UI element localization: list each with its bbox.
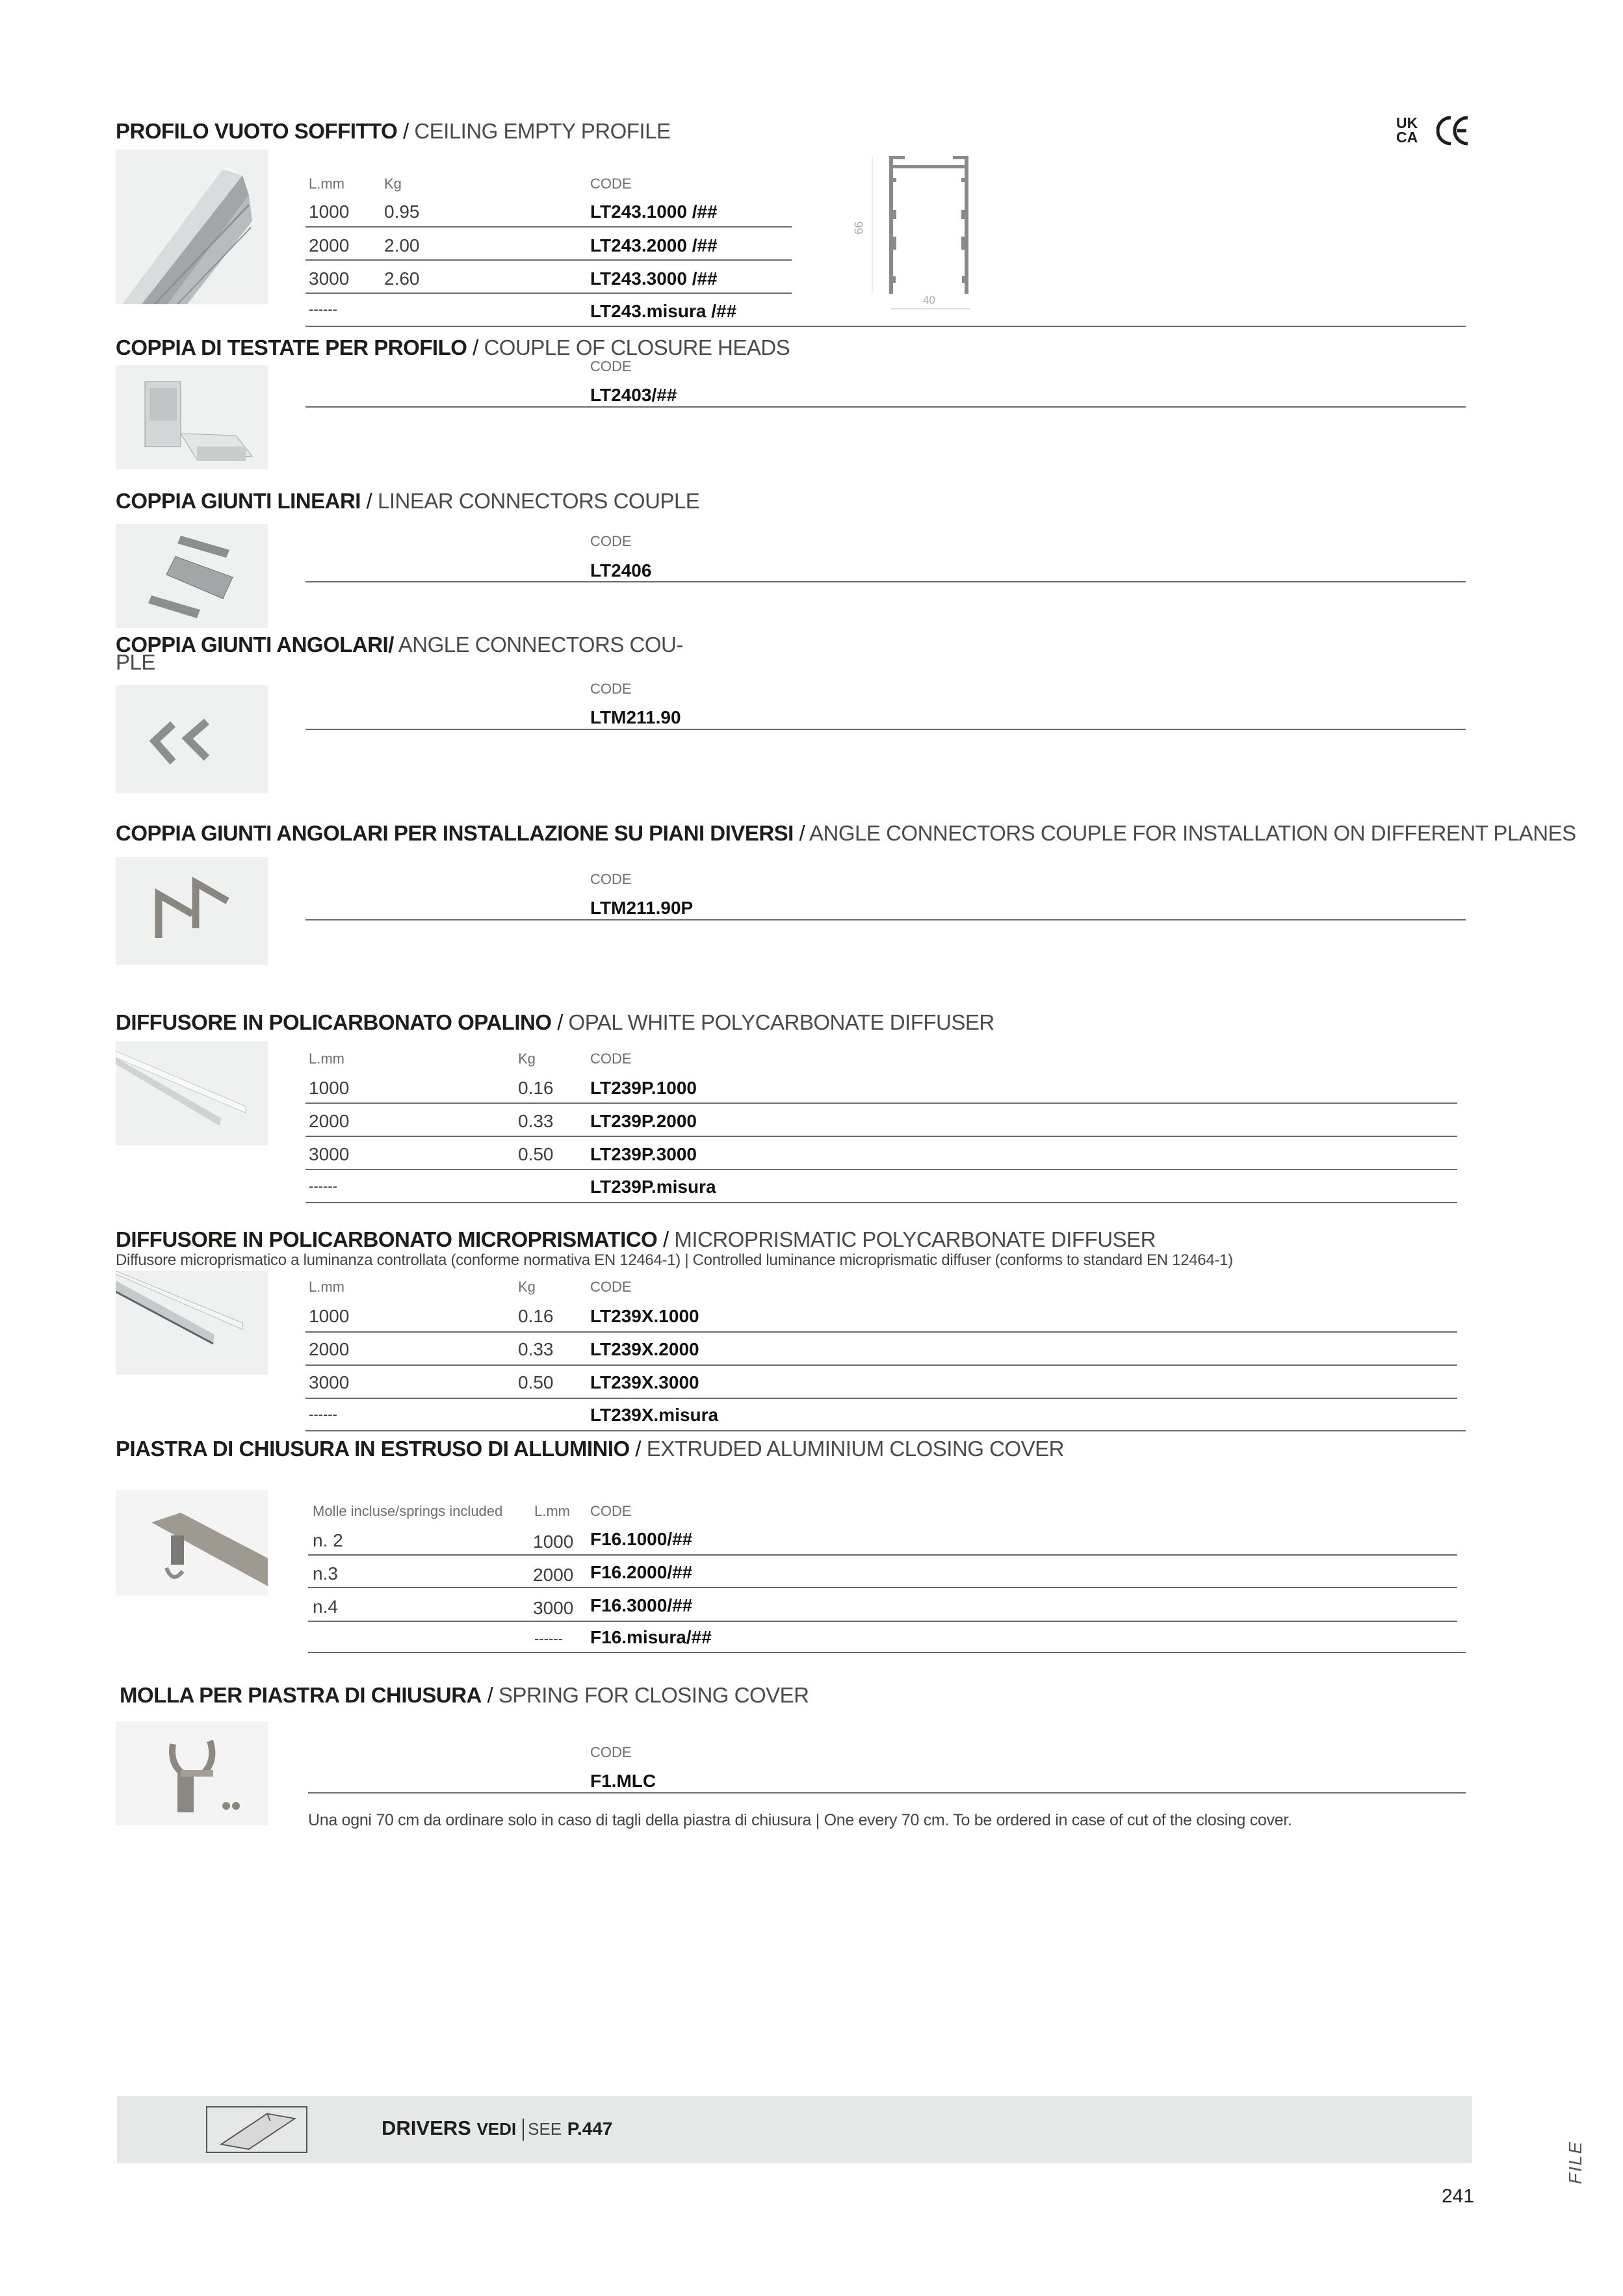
row-divider [305,226,792,228]
col-header-springs: Molle incluse/springs included [313,1503,503,1519]
row-divider [308,1554,1457,1556]
product-code[interactable]: LT239P.2000 [590,1111,697,1131]
col-header-length: L.mm [309,1050,344,1067]
length-cell: ------ [534,1630,563,1647]
section-title-closure-heads: COPPIA DI TESTATE PER PROFILO / COUPLE OF CLOSURE HEADS [116,335,790,359]
section-title-ceiling-profile: PROFILO VUOTO SOFFITTO / CEILING EMPTY PROFILE [116,119,671,143]
page-number: 241 [1442,2185,1475,2207]
row-divider [305,1398,1457,1399]
section-title-spring: MOLLA PER PIASTRA DI CHIUSURA / SPRING FOR CLOSING COVER [120,1683,809,1707]
length-cell: 2000 [309,1111,350,1131]
section-subtitle: Diffusore microprismatico a luminanza controllata (conforme normativa EN 12464-1) | Controlled luminance microprismatic diffuser (conforms to standard EN 12464-1) [116,1251,1233,1269]
weight-cell: 0.50 [518,1144,554,1164]
drivers-reference[interactable] [382,2117,612,2141]
product-image-closure-heads [116,365,268,469]
product-code[interactable]: LTM211.90 [590,707,681,727]
side-tab-label: FILE [1565,2140,1585,2184]
section-title-angle-connectors-planes: COPPIA GIUNTI ANGOLARI PER INSTALLAZIONE SU PIANI DIVERSI / ANGLE CONNECTORS COUPLE FOR INSTALLATION ON DIFFERENT PLANES [116,821,1576,845]
col-header-code: CODE [590,1744,632,1760]
col-header-code: CODE [590,681,632,697]
profile-cross-section-drawing [851,150,981,312]
col-header-weight: Kg [518,1050,536,1067]
product-image-angle-connectors-planes [116,857,268,965]
product-code[interactable]: LT243.3000 /## [590,268,718,289]
section-divider [305,326,1466,327]
col-header-code: CODE [590,1279,632,1295]
ukca-bottom: CA [1396,129,1418,146]
product-code[interactable]: LT239P.1000 [590,1078,697,1098]
row-divider [308,1587,1457,1588]
product-code[interactable]: LT239X.2000 [590,1339,699,1359]
weight-cell: 0.50 [518,1372,554,1392]
product-code[interactable]: LT243.2000 /## [590,235,718,255]
product-code[interactable]: LT239X.1000 [590,1306,699,1326]
weight-cell: 0.33 [518,1339,554,1359]
dimension-height-label: 66 [852,221,866,235]
row-divider [305,259,792,261]
product-code[interactable]: LT243.1000 /## [590,202,718,222]
length-cell: 1000 [309,202,350,222]
length-cell: 1000 [309,1306,350,1326]
col-header-code: CODE [590,358,632,374]
product-code[interactable]: F16.misura/## [590,1627,712,1647]
spring-order-note: Una ogni 70 cm da ordinare solo in caso di tagli della piastra di chiusura | One every 70 cm. To be ordered in case of cut of the closing cover. [308,1811,1292,1829]
row-divider [308,1621,1457,1622]
section-divider [308,1792,1466,1794]
row-divider [305,1169,1457,1170]
col-header-code: CODE [590,1503,632,1519]
product-code[interactable]: F1.MLC [590,1771,656,1791]
length-cell: 2000 [533,1565,574,1585]
col-header-code: CODE [590,533,632,549]
product-code[interactable]: LT239X.misura [590,1405,719,1425]
separator-bar [523,2119,524,2141]
drivers-label: DRIVERS [382,2117,471,2139]
product-image-ceiling-profile [116,150,268,304]
section-title-closing-cover: PIASTRA DI CHIUSURA IN ESTRUSO DI ALLUMINIO / EXTRUDED ALUMINIUM CLOSING COVER [116,1437,1064,1461]
length-cell: 2000 [309,235,350,255]
drivers-page-link[interactable]: P.447 [567,2119,613,2139]
section-title-opal-diffuser: DIFFUSORE IN POLICARBONATO OPALINO / OPAL WHITE POLYCARBONATE DIFFUSER [116,1010,994,1034]
springs-cell: n.4 [313,1597,338,1617]
length-cell: ------ [309,1406,337,1422]
product-code[interactable]: LT243.misura /## [590,301,737,321]
product-code[interactable]: F16.2000/## [590,1562,693,1582]
product-image-microprismatic-diffuser [116,1271,268,1375]
product-image-angle-connectors [116,685,268,793]
col-header-code: CODE [590,176,632,192]
row-divider [305,1364,1457,1366]
col-header-weight: Kg [384,176,402,192]
weight-cell: 0.33 [518,1111,554,1131]
length-cell: 3000 [309,268,350,289]
col-header-weight: Kg [518,1279,536,1295]
ce-mark-icon [1436,116,1470,146]
product-image-spring [116,1721,268,1825]
drivers-banner[interactable] [117,2096,1472,2163]
row-divider [305,1202,1457,1203]
section-title-angle-connectors: COPPIA GIUNTI ANGOLARI/ ANGLE CONNECTORS COU- [116,633,683,657]
length-cell: 2000 [309,1339,350,1359]
row-divider [305,1136,1457,1137]
weight-cell: 2.60 [384,268,420,289]
section-divider [305,406,1466,408]
length-cell: 1000 [309,1078,350,1098]
col-header-length: L.mm [309,1279,344,1295]
product-image-closing-cover [116,1490,268,1595]
product-code[interactable]: LTM211.90P [590,898,694,918]
length-cell: 3000 [309,1372,350,1392]
springs-cell: n. 2 [313,1530,343,1550]
row-divider [305,1331,1457,1333]
section-title-angle-connectors-cont: PLE [116,650,155,674]
col-header-code: CODE [590,1050,632,1067]
product-code[interactable]: F16.3000/## [590,1595,693,1615]
length-cell: 3000 [309,1144,350,1164]
product-code[interactable]: LT239P.3000 [590,1144,697,1164]
product-code[interactable]: LT239X.3000 [590,1372,699,1392]
row-divider [305,293,792,294]
product-code[interactable]: LT2406 [590,560,652,581]
length-cell: ------ [309,1178,337,1194]
product-image-linear-connectors [116,524,268,628]
weight-cell: 2.00 [384,235,420,255]
product-image-opal-diffuser [116,1041,268,1145]
weight-cell: 0.95 [384,202,420,222]
length-cell: 1000 [533,1532,574,1552]
product-code[interactable]: F16.1000/## [590,1529,693,1549]
section-divider [305,729,1466,730]
col-header-code: CODE [590,871,632,887]
springs-cell: n.3 [313,1563,338,1584]
length-cell: 3000 [533,1598,574,1618]
section-title-linear-connectors: COPPIA GIUNTI LINEARI / LINEAR CONNECTORS COUPLE [116,489,700,513]
drivers-see: SEE [528,2119,562,2139]
ukca-top: UK [1396,114,1418,131]
dimension-width-label: 40 [923,294,935,306]
section-title-microprismatic-diffuser: DIFFUSORE IN POLICARBONATO MICROPRISMATICO / MICROPRISMATIC POLYCARBONATE DIFFUSER [116,1227,1156,1251]
section-divider [305,1430,1466,1431]
product-code[interactable]: LT2403/## [590,385,677,405]
drivers-vedi: VEDI [476,2119,517,2139]
product-code[interactable]: LT239P.misura [590,1177,716,1197]
section-divider [305,919,1466,920]
col-header-length: L.mm [534,1503,570,1519]
driver-icon [206,2106,307,2153]
col-header-length: L.mm [309,176,344,192]
row-divider [305,1102,1457,1104]
ukca-mark [1396,116,1426,144]
weight-cell: 0.16 [518,1078,554,1098]
length-cell: ------ [309,301,337,317]
weight-cell: 0.16 [518,1306,554,1326]
section-divider [305,581,1466,582]
section-divider [308,1652,1466,1653]
